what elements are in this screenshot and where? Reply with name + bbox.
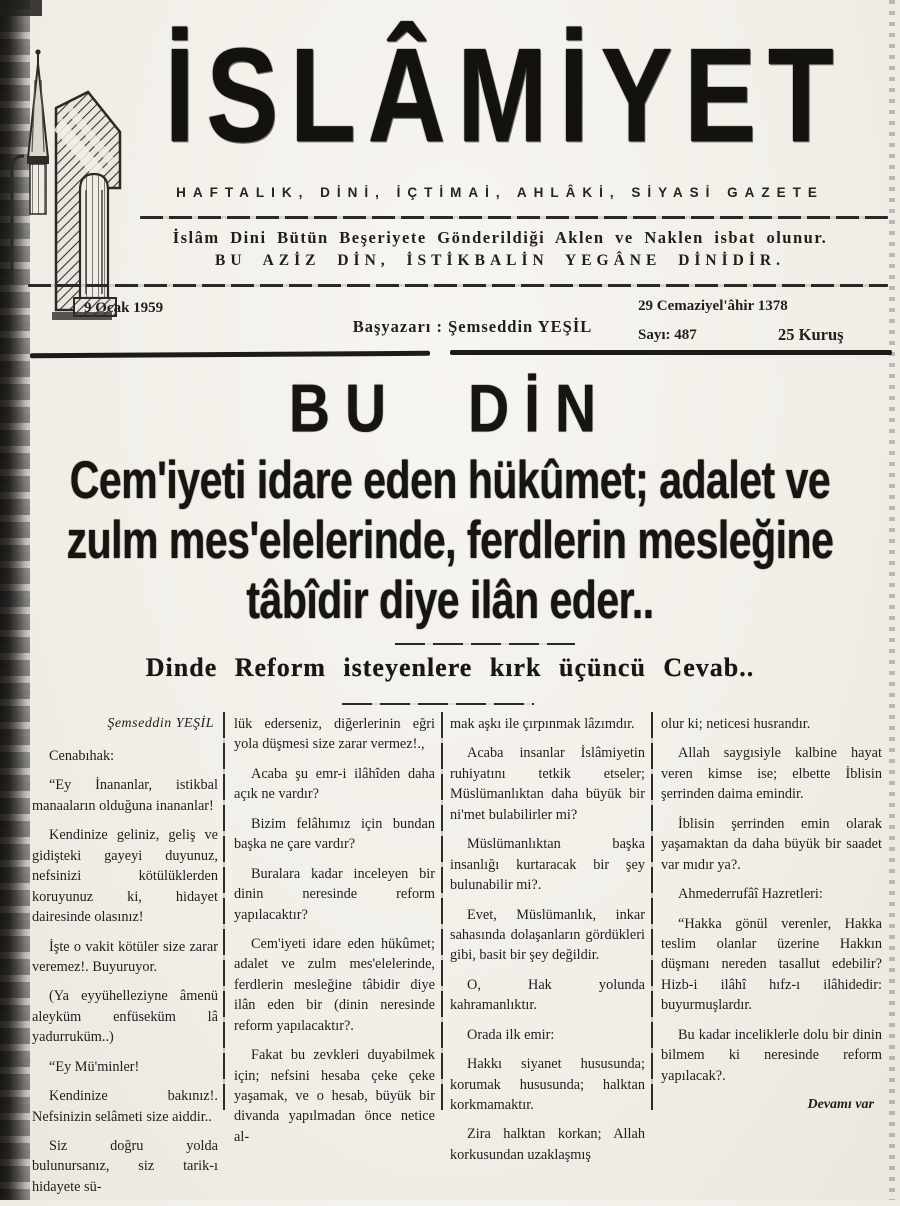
paragraph: Acaba insanlar İslâmiyetin ruhiyatını tetkik etseler; Müslümanlıktan daha büyük bir ni'met bulabilirler mi? xyxy=(450,745,645,823)
article-column-1 xyxy=(32,714,218,1206)
column-separator xyxy=(651,712,653,1110)
article-column-2 xyxy=(234,714,435,1156)
thick-rule-right xyxy=(450,350,892,355)
paragraph: mak aşkı ile çırpınmak lâzımdır. xyxy=(450,716,635,732)
paragraph: Allah saygısiyle kalbine hayat veren kimse ise; elbette İblisin şerrinden daima emindir. xyxy=(661,745,882,803)
column-separator xyxy=(223,712,225,1110)
column-separator xyxy=(441,712,443,1110)
editor-line: Başyazarı : Şemseddin YEŞİL xyxy=(352,317,593,336)
masthead-title: İSLÂMİYET xyxy=(164,20,846,170)
rule-under-subtitle xyxy=(140,216,888,219)
thick-rule-left xyxy=(30,351,430,358)
paragraph: (Ya eyyühelleziyne âmenü aleyküm enfüseküm lâ yadurruküm..) xyxy=(32,988,218,1046)
paragraph: lük ederseniz, diğerlerinin eğri yola düşmesi size zarar vermez!., xyxy=(234,716,435,753)
paragraph: Ahmederrufâî Hazretleri: xyxy=(678,886,823,903)
paragraph: Buralara kadar inceleyen bir dinin neresinde reform yapılacaktır? xyxy=(234,865,435,923)
headline-line-2: zulm mes'elelerinde, ferdlerin mesleğine xyxy=(66,510,834,570)
scan-corner-artifact xyxy=(0,0,42,16)
date-hijri: 29 Cemaziyel'âhir 1378 xyxy=(638,298,788,314)
rule-below-subhead xyxy=(342,703,534,705)
subhead: Dinde Reform isteyenlere kırk üçüncü Cevab.. xyxy=(145,653,755,682)
paragraph: “Ey İnananlar, istikbal manaaların olduğuna inananlar! xyxy=(32,777,218,814)
paragraph: Cem'iyeti idare eden hükûmet; adalet ve zulm mes'elelerinde, ferdlerin mesleğine tâbidir diye ilân eden bir (dinin neresinde reform yapılacaktır?. xyxy=(234,935,435,1034)
paragraph: “Ey Mü'minler! xyxy=(49,1058,140,1075)
issue-number: Sayı: 487 xyxy=(638,327,697,343)
paragraph: İşte o vakit kötüler size zarar veremez!. Buyuruyor. xyxy=(32,938,218,975)
article-column-4 xyxy=(661,714,882,1115)
rule-under-motto xyxy=(28,284,888,287)
paragraph: “Hakka gönül verenler, Hakka teslim olanlar üzerine Hakkın düşmanı nereden tasallut edebilir? Hizb-i ilâhî hıfz-ı ilâhidedir: buyurmuşlardır. xyxy=(661,915,882,1014)
continuation-note: Devamı var xyxy=(807,1097,874,1112)
byline: Şemseddin YEŞİL xyxy=(107,716,214,731)
rule-above-subhead xyxy=(395,643,575,645)
motto-line-1: İslâm Dini Bütün Beşeriyete Gönderildiği Aklen ve Naklen isbat olunur. xyxy=(172,228,828,247)
date-gregorian: 9 Ocak 1959 xyxy=(84,300,164,316)
paragraph: Kendinize geliniz, geliş ve gidişteki gayeyi duyunuz, nefsinizi kötülüklerden koruyunuz ki, hidayet dairesinde olasınız! xyxy=(32,827,218,926)
paragraph: Bu kadar inceliklerle dolu bir dinin bilmem ki neresinde reform yapılacak?. xyxy=(661,1026,882,1084)
headline-kicker: BU DİN xyxy=(288,371,612,447)
paragraph: olur ki; neticesi husrandır. xyxy=(661,716,811,732)
paragraph: Hakkı siyanet hususunda; korumak hususunda; halktan korkmamaktır. xyxy=(450,1056,645,1113)
paragraph: Cenabıhak: xyxy=(49,748,115,765)
paragraph: Kendinize bakınız!. Nefsinizin selâmeti size aiddir.. xyxy=(32,1088,218,1125)
paragraph: İblisin şerrinden emin olarak yaşamaktan da daha büyük bir saadet var mıdır ya?. xyxy=(661,815,882,873)
paragraph: O, Hak yolunda kahramanlıktır. xyxy=(450,976,645,1014)
masthead-subtitle: HAFTALIK, DİNİ, İÇTİMAİ, AHLÂKİ, SİYASİ GAZETE xyxy=(176,185,824,200)
paragraph: Acaba şu emr-i ilâhîden daha açık ne vardır? xyxy=(234,765,435,803)
paragraph: Bizim felâhımız için bundan başka ne çare vardır? xyxy=(234,815,435,853)
paragraph: Müslümanlıktan başka insanlığı kurtaracak bir şey bulunabilir mi?. xyxy=(450,836,645,894)
paragraph: Siz doğru yolda bulunursanız, siz tarik-ı hidayete sü- xyxy=(32,1138,218,1195)
motto-line-2: BU AZİZ DİN, İSTİKBALİN YEGÂNE DİNİDİR. xyxy=(215,252,785,269)
price: 25 Kuruş xyxy=(778,325,844,344)
headline-line-3: tâbîdir diye ilân eder.. xyxy=(246,570,654,630)
paragraph: Orada ilk emir: xyxy=(467,1026,555,1043)
paragraph: Fakat bu zevkleri duyabilmek için; nefsini hesaba çeke çeke yaşamak, ve o hesab, büyük bir divanda yapılmadan önce netice al- xyxy=(234,1047,435,1145)
paragraph: Zira halktan korkan; Allah korkusundan uzaklaşmış xyxy=(450,1126,645,1163)
headline-line-1: Cem'iyeti idare eden hükûmet; adalet ve xyxy=(69,450,831,510)
article-column-3 xyxy=(450,714,645,1174)
paragraph: Evet, Müslümanlık, inkar sahasında dolaşanların gördükleri gibi, basit bir şey değildir. xyxy=(450,906,645,964)
